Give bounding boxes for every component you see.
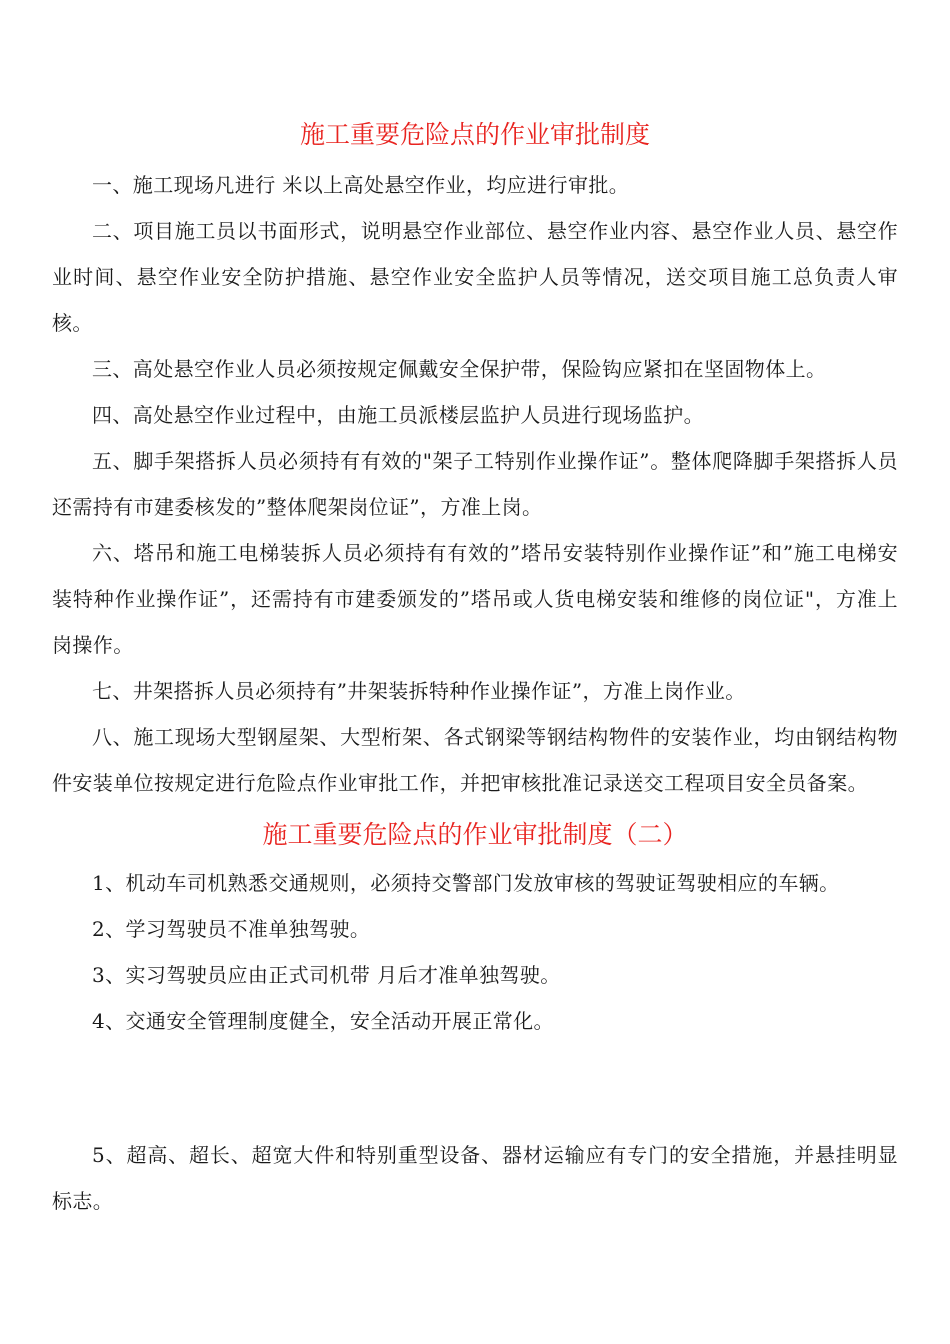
section-2-paragraph-4: 4、交通安全管理制度健全，安全活动开展正常化。 — [92, 1009, 554, 1033]
section-2-title: 施工重要危险点的作业审批制度（二） — [262, 820, 688, 849]
section-1-paragraph-2: 二、项目施工员以书面形式，说明悬空作业部位、悬空作业内容、悬空作业人员、悬空作业时间、悬空作业安全防护措施、悬空作业安全监护人员等情况，送交项目施工总负责人审核。 — [52, 219, 898, 335]
section-1-paragraph-4: 四、高处悬空作业过程中，由施工员派楼层监护人员进行现场监护。 — [92, 403, 704, 427]
section-1-paragraph-8: 八、施工现场大型钢屋架、大型桁架、各式钢梁等钢结构物件的安装作业，均由钢结构物件安装单位按规定进行危险点作业审批工作，并把审核批准记录送交工程项目安全员备案。 — [52, 725, 898, 795]
section-1-paragraph-7: 七、井架搭拆人员必须持有”井架装拆特种作业操作证”，方准上岗作业。 — [92, 679, 746, 703]
section-1-paragraph-5: 五、脚手架搭拆人员必须持有有效的"架子工特别作业操作证”。整体爬降脚手架搭拆人员还需持有市建委核发的”整体爬架岗位证”，方准上岗。 — [52, 449, 898, 519]
section-1-paragraph-6: 六、塔吊和施工电梯装拆人员必须持有有效的”塔吊安装特别作业操作证”和”施工电梯安装特种作业操作证”，还需持有市建委颁发的”塔吊或人货电梯安装和维修的岗位证"，方准上岗操作。 — [52, 541, 898, 657]
section-1-title: 施工重要危险点的作业审批制度 — [299, 120, 650, 149]
section-2-paragraph-1: 1、机动车司机熟悉交通规则，必须持交警部门发放审核的驾驶证驾驶相应的车辆。 — [92, 871, 840, 895]
section-2-paragraph-2: 2、学习驾驶员不准单独驾驶。 — [92, 917, 371, 941]
document-page — [52, 110, 898, 1224]
section-2-paragraph-3: 3、实习驾驶员应由正式司机带 月后才准单独驾驶。 — [92, 963, 561, 987]
section-1-paragraph-1: 一、施工现场凡进行 米以上高处悬空作业，均应进行审批。 — [92, 173, 630, 197]
section-2-paragraph-5: 5、超高、超长、超宽大件和特别重型设备、器材运输应有专门的安全措施，并悬挂明显标志。 — [52, 1143, 898, 1213]
section-1-paragraph-3: 三、高处悬空作业人员必须按规定佩戴安全保护带，保险钩应紧扣在坚固物体上。 — [92, 357, 827, 381]
